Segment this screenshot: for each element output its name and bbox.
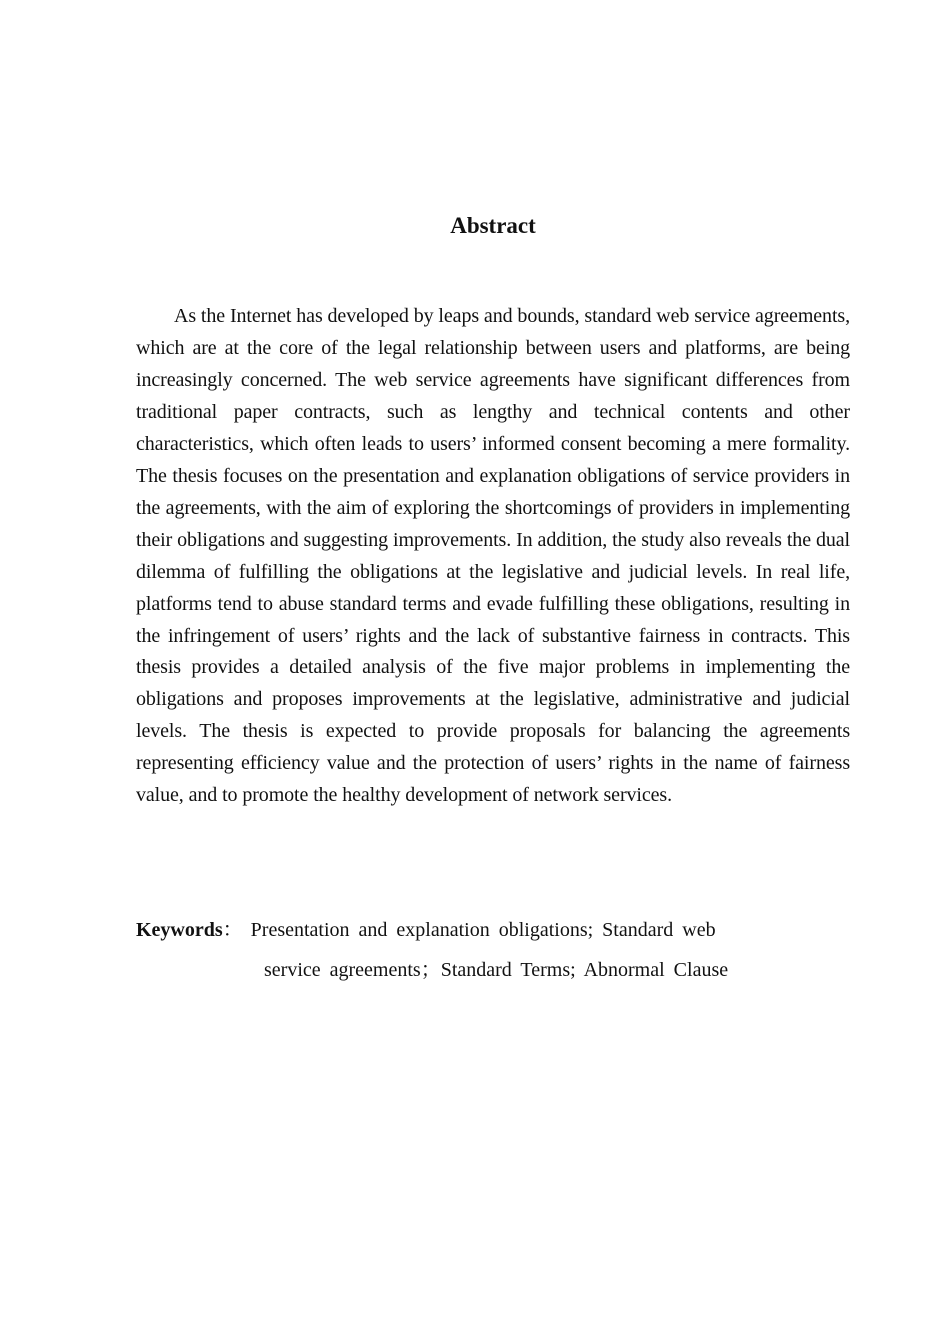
page-title: Abstract <box>450 213 536 238</box>
keywords-text-line-2: service agreements；Standard Terms; Abnormal Clause <box>264 959 729 981</box>
keywords-text-line-1: Presentation and explanation obligations; Standard web <box>250 919 716 941</box>
keywords-line-2 <box>136 950 796 990</box>
abstract-paragraph: As the Internet has developed by leaps and bounds, standard web service agreements, which are at the core of the legal relationship between users and platforms, are being increasingly concerned. The web service agreements have significant differences from traditional paper contracts, such as lengthy and technical contents and other characteristics, which often leads to users’ informed consent becoming a mere formality. The thesis focuses on the presentation and explanation obligations of service providers in the agreements, with the aim of exploring the shortcomings of providers in implementing their obligations and suggesting improvements. In addition, the study also reveals the dual dilemma of fulfilling the obligations at the legislative and judicial levels. In real life, platforms tend to abuse standard terms and evade fulfilling these obligations, resulting in the infringement of users’ rights and the lack of substantive fairness in contracts. This thesis provides a detailed analysis of the five major problems in implementing the obligations and proposes improvements at the legislative, administrative and judicial levels. The thesis is expected to provide proposals for balancing the agreements representing efficiency value and the protection of users’ rights in the name of fairness value, and to promote the healthy development of network services. <box>136 305 850 807</box>
keywords-line-1 <box>136 910 796 950</box>
keywords-section <box>136 910 796 990</box>
keywords-label: Keywords <box>136 919 223 941</box>
keywords-colon: ： <box>222 919 243 941</box>
